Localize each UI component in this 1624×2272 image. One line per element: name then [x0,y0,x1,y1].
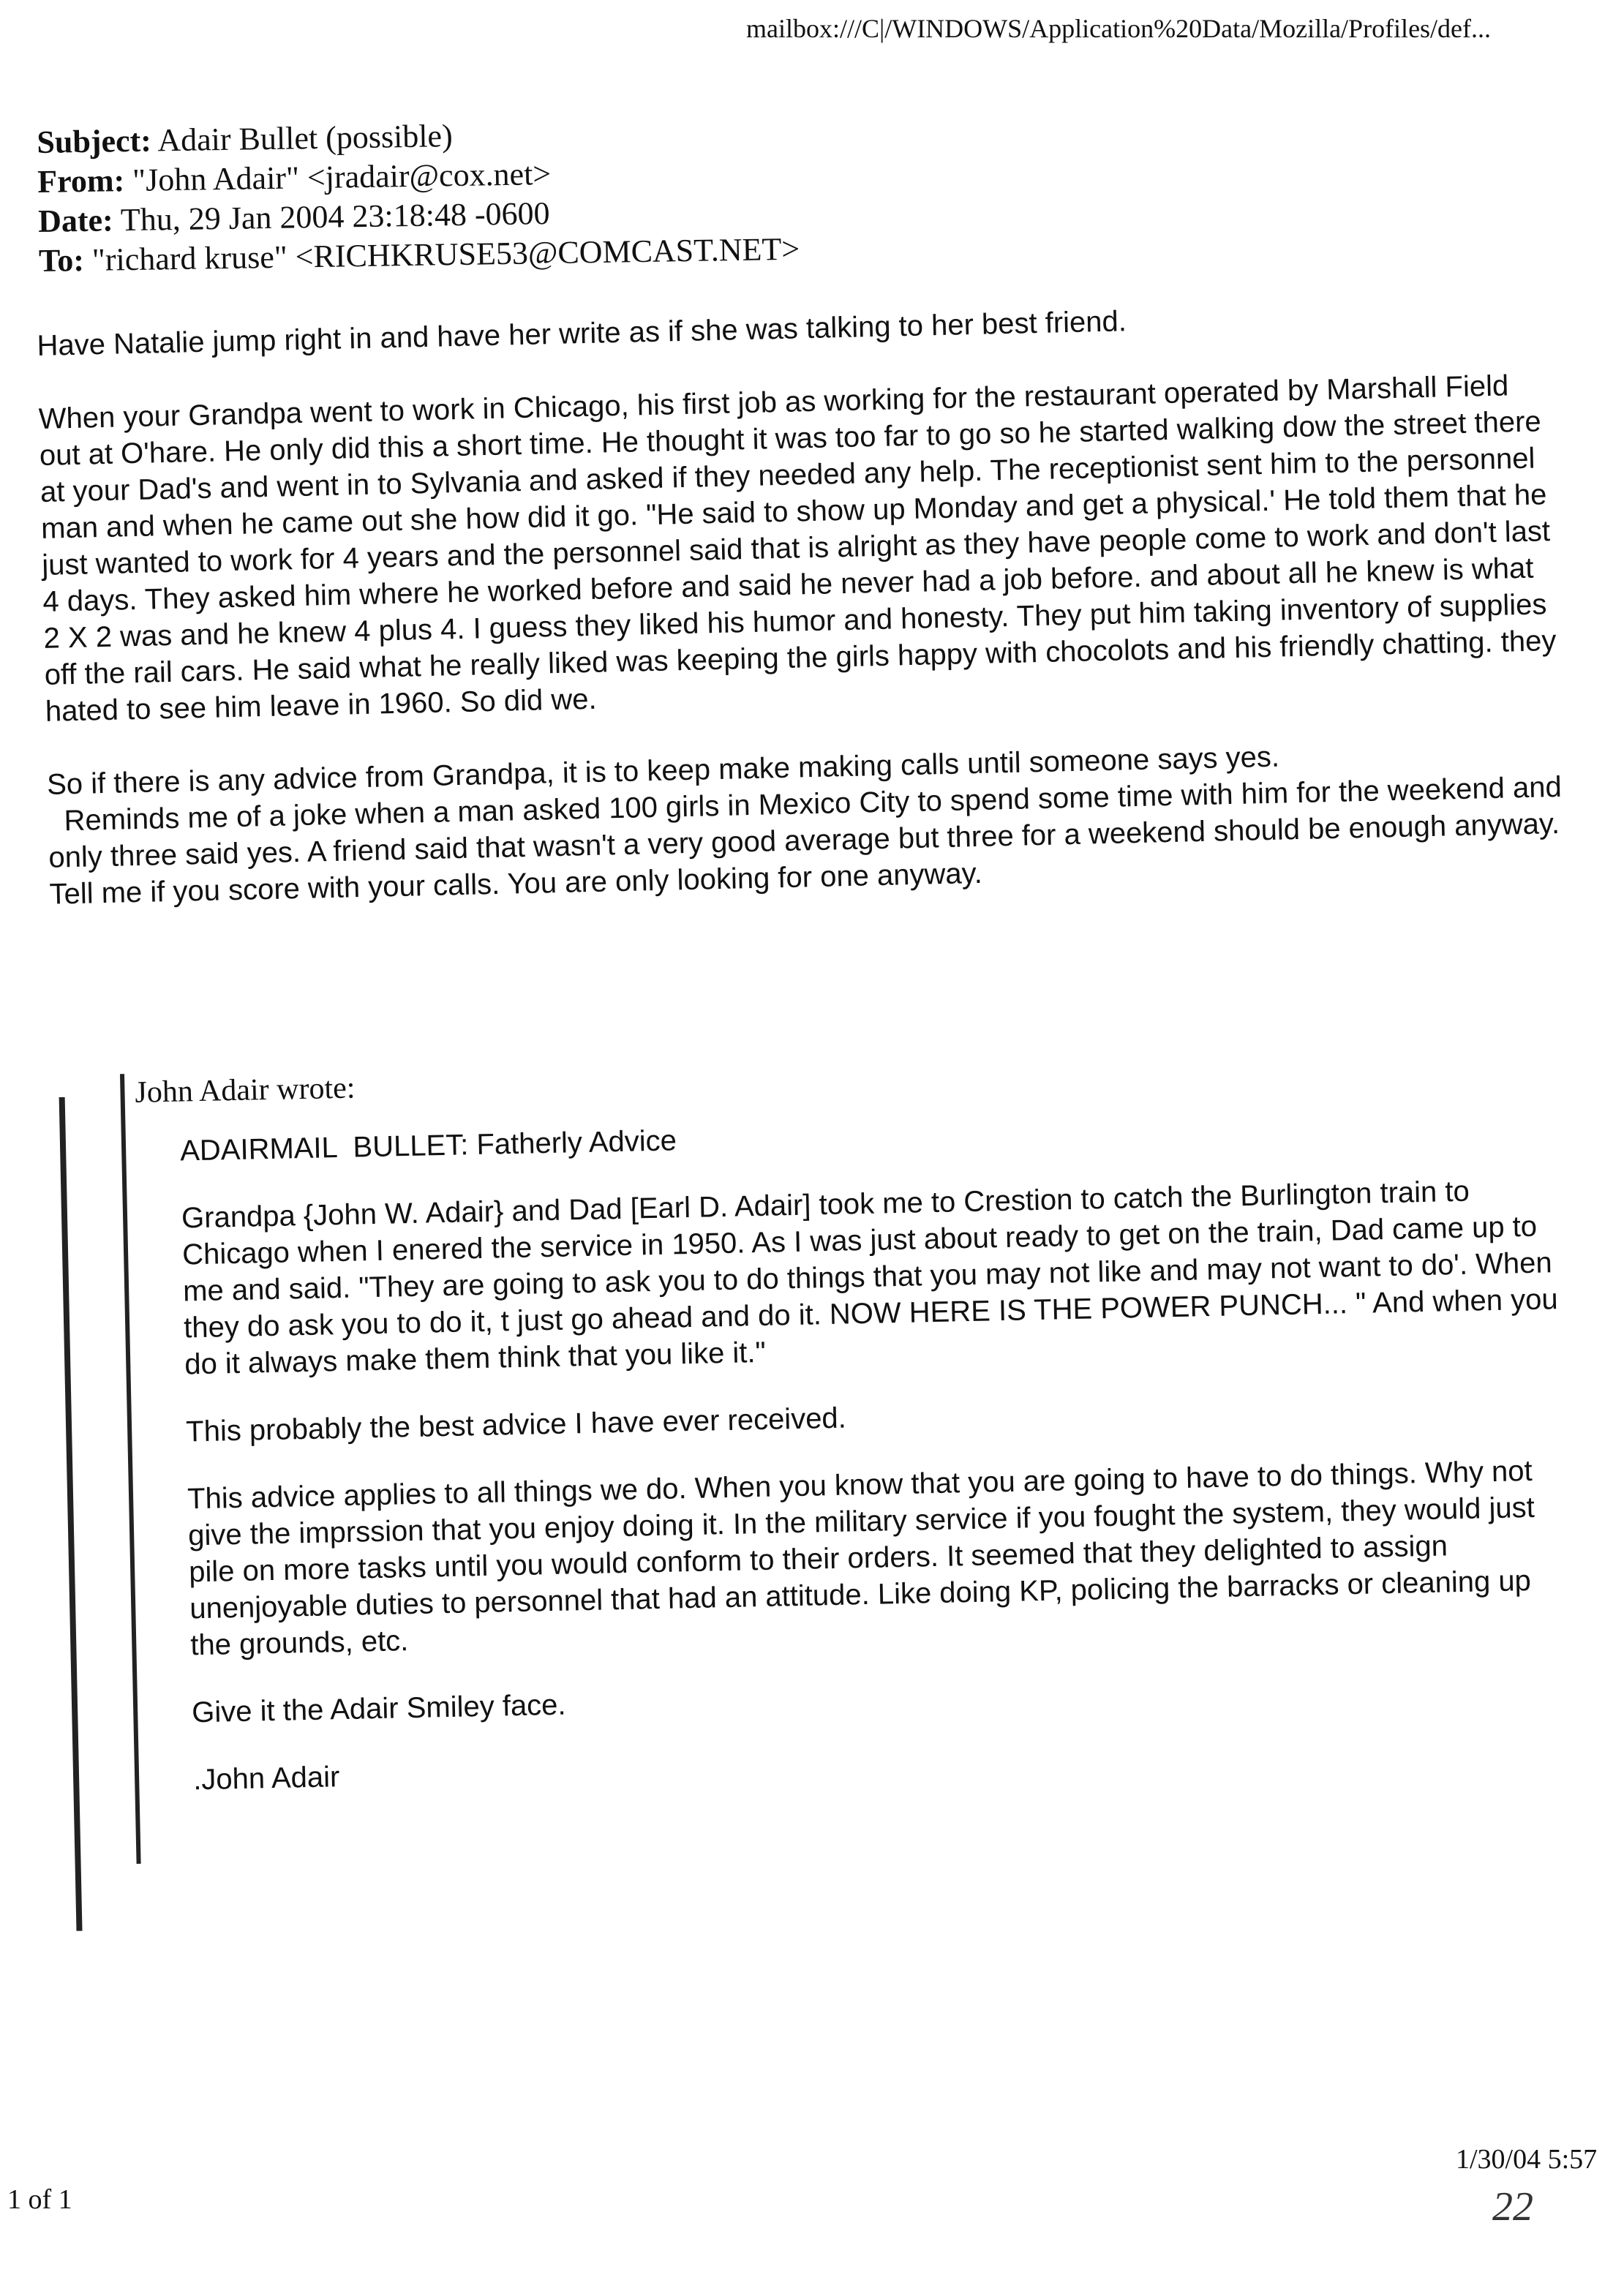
date-label: Date: [37,202,114,239]
to-label: To: [38,242,85,279]
handwritten-page-number: 22 [1492,2184,1533,2230]
body-paragraph: When your Grandpa went to work in Chicago, his first job as working for the restaurant operated by Marshall Field out at O'hare. He only did this a short time. He thought it was too far to go so he started walking dow the street there at your Dad's and went in to Sylvania and asked if they needed any help. The receptionist sent him to the personnel man and when he came out she how did it go. "He said to show up Monday and get a physical.' He told them that he just wanted to work for 4 years and the personnel said that is alright as they have people come to work and don't last 4 days. They asked him where he worked before and said he never had a job before. and about all he knew is what 2 X 2 was and he knew 4 plus 4. I guess they liked his humor and honesty. They put him taking inventory of supplies off the rail cars. He said what he really liked was keeping the girls happy with chocolots and his friendly chatting. they hated to see him leave in 1960. So did we. [38,369,1565,728]
quote-paragraph: This probably the best advice I have ever received. [185,1402,847,1448]
mailbox-url: mailbox:///C|/WINDOWS/Application%20Data/Mozilla/Profiles/def... [746,14,1492,43]
email-body [37,293,1571,949]
print-timestamp: 1/30/04 5:57 [1456,2144,1598,2175]
date-value: Thu, 29 Jan 2004 23:18:48 -0600 [120,195,550,238]
quoted-message [59,1044,1582,1902]
quote-paragraph: Give it the Adair Smiley face. [191,1688,566,1729]
body-paragraph: So if there is any advice from Grandpa, it is to keep make making calls until someone says yes. Reminds me of a joke when a man asked 100 girls in Mexico City to spend some time with him for the weekend and only three said yes. A friend said that wasn't a very good average but three for a weekend should be enough anyway. Tell me if you score with your calls. You are only looking for one anyway. [46,740,1571,911]
from-label: From: [37,162,125,200]
body-paragraph: Have Natalie jump right in and have her write as if she was talking to her best friend. [37,305,1127,362]
email-headers [37,111,800,281]
page-counter: 1 of 1 [7,2184,72,2215]
to-value: "richard kruse" <RICHKRUSE53@COMCAST.NET> [91,230,800,278]
quote-paragraph: This advice applies to all things we do. When you know that you are going to have to do things. Why not give the imprssion that you enjoy doing it. In the military service if you fought the system, they would just pile on more tasks until you would conform to their orders. It seemed that they delighted to assign unenjoyable duties to personnel that had an attitude. Like doing KP, policing the barracks or cleaning up the grounds, etc. [187,1454,1544,1662]
quote-title: ADAIRMAIL BULLET: Fatherly Advice [179,1124,677,1167]
from-value: "John Adair" <jradair@cox.net> [132,155,552,198]
subject-value: Adair Bullet (possible) [157,118,454,159]
quote-paragraph: Grandpa {John W. Adair} and Dad [Earl D. Adair] took me to Crestion to catch the Burlington train to Chicago when I enered the service in 1950. As I was just about ready to get on the train, Dad came up to me and said. "They are going to ask you to do things that you may not like and may not want to do'. When they do ask you to do it, t just go ahead and do it. NOW HERE IS THE POWER PUNCH... " And when you do it always make them think that you like it." [181,1175,1567,1381]
quote-bar-outer [59,1097,83,1931]
quote-attribution: John Adair wrote: [135,1071,356,1110]
subject-label: Subject: [37,122,152,160]
quote-signature: .John Adair [192,1761,340,1797]
